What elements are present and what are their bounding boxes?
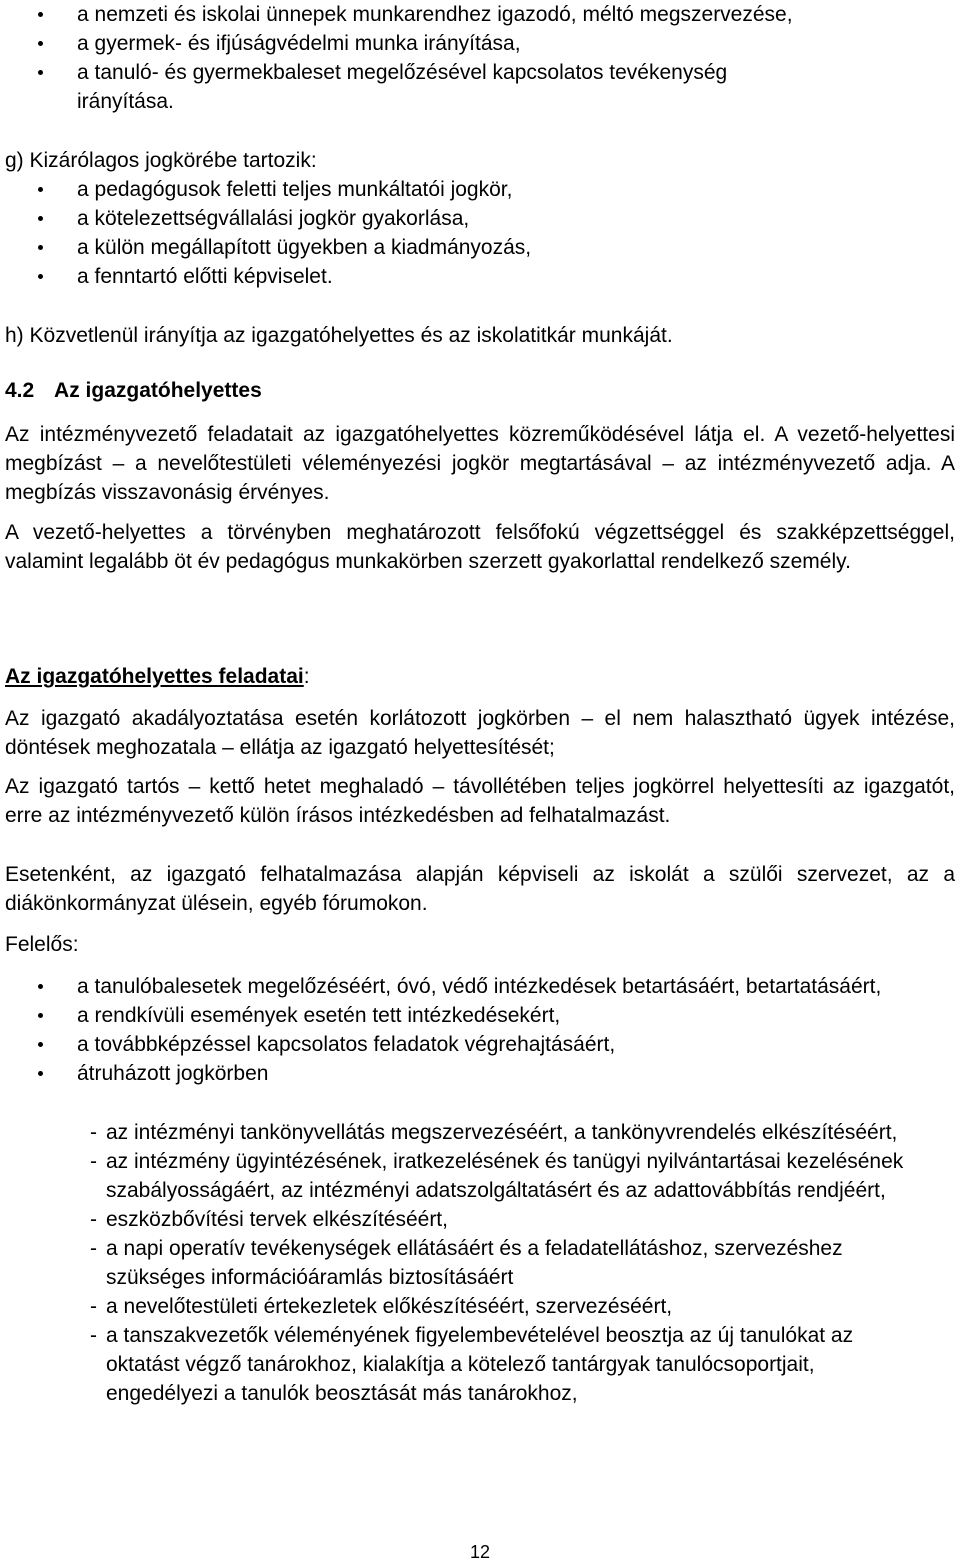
list-item: - eszközbővítési tervek elkészítéséért, xyxy=(5,1205,925,1234)
felelos-label: Felelős: xyxy=(5,933,79,956)
list-item: - az intézmény ügyintézésének, iratkezelésének és tanügyi nyilvántartásai kezelésének szabályosságáért, az intézményi adatszolgáltatásért és az adattovábbítás rendjéért, xyxy=(5,1147,925,1205)
list-item: a külön megállapított ügyekben a kiadmányozás, xyxy=(5,233,945,262)
h-line: h) Közvetlenül irányítja az igazgatóhelyettes és az iskolatitkár munkáját. xyxy=(5,324,673,347)
paragraph: A vezető-helyettes a törvényben meghatározott felsőfokú végzettséggel és szakképzettséggel, valamint legalább öt év pedagógus munkakörben szerzett gyakorlattal rendelkező személy. xyxy=(5,521,955,573)
section-title: Az igazgatóhelyettes xyxy=(54,379,262,402)
list-item: - az intézményi tankönyvellátás megszervezéséért, a tankönyvrendelés elkészítéséért, xyxy=(5,1118,925,1147)
list-item: - a napi operatív tevékenységek ellátásáért és a feladatellátáshoz, szervezéshez szükséges információáramlás biztosításáért xyxy=(5,1234,925,1292)
tasks-heading-text: Az igazgatóhelyettes feladatai xyxy=(5,665,304,688)
list-item: átruházott jogkörben xyxy=(5,1059,955,1088)
tasks-heading-colon: : xyxy=(303,665,310,688)
list-item: a nemzeti és iskolai ünnepek munkarendhez igazodó, méltó megszervezése, xyxy=(5,0,945,29)
list-item: - a tanszakvezetők véleményének figyelembevételével beosztja az új tanulókat az oktatást végző tanárokhoz, kialakítja a kötelező tantárgyak tanulócsoportjait, engedélyezi a tanulók beosztását más tanárokhoz, xyxy=(5,1321,925,1408)
list-item: a gyermek- és ifjúságvédelmi munka irányítása, xyxy=(5,29,945,58)
paragraph: Az igazgató akadályoztatása esetén korlátozott jogkörben – el nem halasztható ügyek intézése, döntések meghozatala – ellátja az igazgató helyettesítését; xyxy=(5,707,955,759)
responsibility-list xyxy=(5,972,955,1088)
list-item: a tanulóbalesetek megelőzéséért, óvó, védő intézkedések betartásáért, betartatásáért, xyxy=(5,972,955,1001)
list-item: a fenntartó előtti képviselet. xyxy=(5,262,945,291)
delegated-duty-list xyxy=(5,1118,925,1408)
list-item: a kötelezettségvállalási jogkör gyakorlása, xyxy=(5,204,945,233)
list-item: a továbbképzéssel kapcsolatos feladatok végrehajtásáért, xyxy=(5,1030,955,1059)
list-item: a tanuló- és gyermekbaleset megelőzésével kapcsolatos tevékenység irányítása. xyxy=(5,58,817,116)
paragraph: Az igazgató tartós – kettő hetet meghaladó – távollétében teljes jogkörrel helyettesíti az igazgatót, erre az intézményvezető külön írásos intézkedésben ad felhatalmazást. xyxy=(5,775,955,827)
paragraph: Az intézményvezető feladatait az igazgatóhelyettes közreműködésével látja el. A vezető-helyettesi megbízást – a nevelőtestületi véleményezési jogkör megtartásával – az intézményvezető adja. A megbízás visszavonásig érvényes. xyxy=(5,423,955,504)
list-item: - a nevelőtestületi értekezletek előkészítéséért, szervezéséért, xyxy=(5,1292,925,1321)
tasks-heading xyxy=(5,662,310,691)
list-item: a pedagógusok feletti teljes munkáltatói jogkör, xyxy=(5,175,945,204)
paragraph: Esetenként, az igazgató felhatalmazása alapján képviseli az iskolát a szülői szervezet, az a diákönkormányzat ülésein, egyéb fórumokon. xyxy=(5,863,955,915)
list-item: a rendkívüli események esetén tett intézkedésekért, xyxy=(5,1001,955,1030)
g-bullet-list xyxy=(5,175,945,291)
section-number: 4.2 xyxy=(5,379,35,402)
section-heading xyxy=(5,376,262,405)
g-heading: g) Kizárólagos jogkörébe tartozik: xyxy=(5,149,317,172)
page-number: 12 xyxy=(469,1542,491,1562)
top-bullet-list xyxy=(5,0,945,116)
